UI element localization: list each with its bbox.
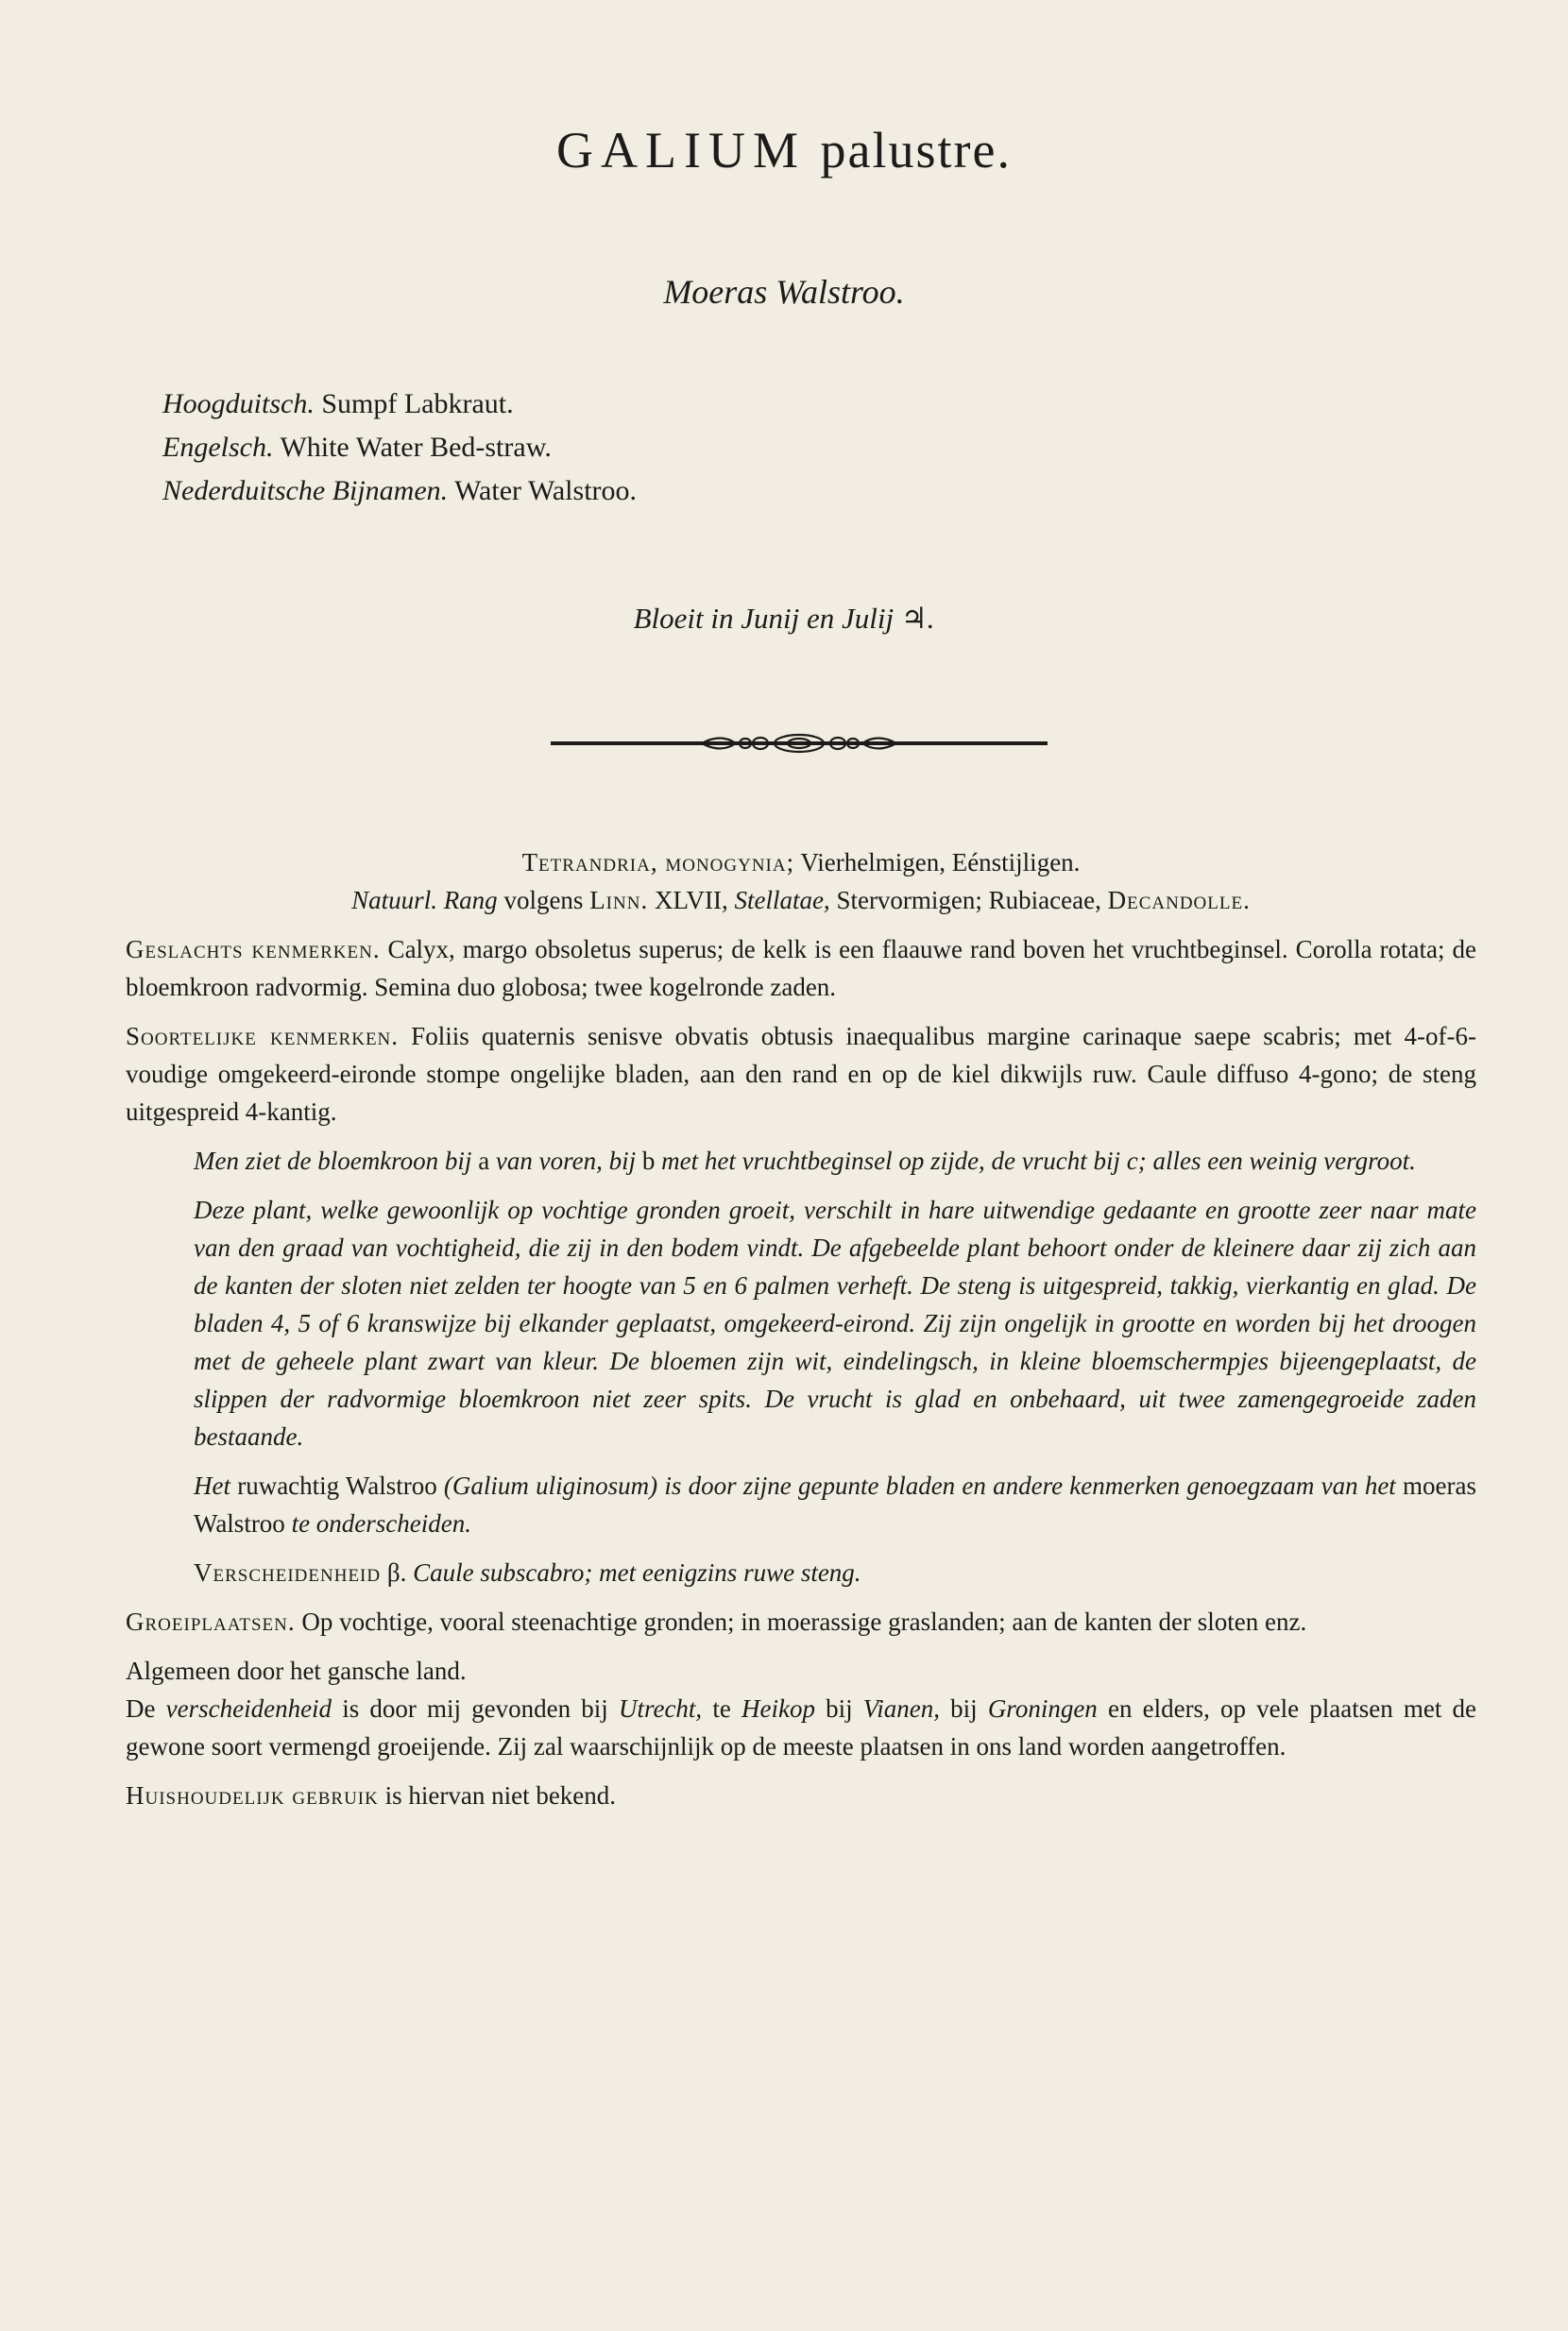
family-latin: Stellatae,: [734, 886, 830, 914]
bloom-period: Bloeit in Junij en Julij ♃.: [633, 602, 935, 635]
text-run: verscheidenheid: [165, 1694, 332, 1723]
genus-characters-text: Calyx, margo obsoletus superus; de kelk is een flaauwe rand boven het vruchtbeginsel. Corolla rotata; de bloemkroon radvormig. Semina duo globosa; twee kogelronde zaden.: [126, 935, 1476, 1001]
name-line: [162, 383, 637, 426]
distribution: Algemeen door het gansche land.: [126, 1657, 467, 1685]
figure-letter: b: [641, 1147, 656, 1175]
household-use: [126, 1777, 1476, 1814]
natural-rank-line: [126, 881, 1476, 919]
place-name: Heikop: [741, 1694, 815, 1723]
variety-beta: β.: [381, 1558, 414, 1587]
locations-note: [126, 1690, 1476, 1765]
linnaean-class-dutch: Vierhelmigen, Eénstijligen.: [794, 848, 1081, 876]
place-name: Utrecht,: [618, 1694, 703, 1723]
habitat: [126, 1603, 1476, 1641]
place-name: Vianen,: [862, 1694, 940, 1723]
title-genus: GALIUM: [556, 122, 807, 179]
figure-letter: a: [478, 1147, 490, 1175]
name-line: [162, 426, 637, 469]
decandolle-abbrev: Decandolle.: [1107, 886, 1251, 914]
linnaeus-abbrev: Linn.: [589, 886, 649, 914]
linnaean-class: Tetrandria, monogynia;: [521, 848, 795, 876]
household-use-text: is hiervan niet bekend.: [378, 1781, 617, 1810]
text-run: De: [126, 1694, 166, 1723]
text-run: van voren, bij: [489, 1147, 642, 1175]
text-run: te: [702, 1694, 741, 1723]
text-run: volgens: [497, 886, 590, 914]
species-characters: [126, 1017, 1476, 1131]
ornament-divider: [551, 729, 1048, 757]
variety-text: Caule subscabro; met eenigzins ruwe steng.: [413, 1558, 861, 1587]
text-run: (Galium uliginosum) is door zijne gepunte bladen en andere kenmerken genoegzaam van het: [443, 1472, 1396, 1500]
name-language: Engelsch.: [162, 432, 274, 463]
name-line: [162, 469, 637, 513]
text-run: en elders, op vele plaatsen met de gewone soort vermengd groeijende. Zij zal waarschijnlijk op de meeste plaatsen in ons land worden aangetroffen.: [126, 1694, 1476, 1761]
household-use-label: Huishoudelijk gebruik: [126, 1781, 379, 1810]
name-language: Hoogduitsch.: [162, 388, 315, 419]
text-run: Stervormigen; Rubiaceae,: [829, 886, 1108, 914]
name-value: Water Walstroo.: [454, 475, 638, 506]
species-characters-label: Soortelijke kenmerken.: [126, 1022, 400, 1050]
common-names: [162, 383, 637, 513]
genus-characters-label: Geslachts kenmerken.: [126, 935, 381, 963]
habitat-label: Groeiplaatsen.: [126, 1608, 296, 1636]
name-value: White Water Bed-straw.: [280, 432, 552, 463]
body-text: [126, 843, 1476, 1814]
text-run: Het: [194, 1472, 230, 1500]
figure-explanation: [126, 1142, 1476, 1180]
natural-rank-label: Natuurl. Rang: [351, 886, 498, 914]
title-species: palustre.: [820, 122, 1012, 179]
variety-line: [126, 1554, 1476, 1591]
text-run: te onderscheiden.: [291, 1509, 471, 1538]
text-run: Men ziet de bloemkroon bij: [194, 1147, 479, 1175]
text-run: moeras Walstroo: [194, 1472, 1476, 1538]
variety-label: Verscheidenheid: [194, 1558, 382, 1587]
text-run: ruwachtig Walstroo: [230, 1472, 444, 1500]
page-title: [0, 121, 1568, 179]
subtitle: Moeras Walstroo.: [663, 273, 905, 311]
text-run: XLVII,: [648, 886, 735, 914]
text-run: is door mij gevonden bij: [332, 1694, 619, 1723]
species-characters-text: Foliis quaternis senisve obvatis obtusis inaequalibus margine carinaque saepe scabris; met 4-of-6-voudige omgekeerd-eironde stompe ongelijke bladen, aan den rand en op de kiel dikwijls ruw. Caule diffuso 4-gono; de steng uitgespreid 4-kantig.: [126, 1022, 1476, 1126]
comparison-note: [126, 1467, 1476, 1542]
habitat-text: Op vochtige, vooral steenachtige gronden; in moerassige graslanden; aan de kanten der sloten enz.: [295, 1608, 1307, 1636]
genus-characters: [126, 930, 1476, 1006]
plant-description: Deze plant, welke gewoonlijk op vochtige gronden groeit, verschilt in hare uitwendige gedaante en grootte zeer naar mate van den graad van vochtigheid, die zij in den bodem vindt. De afgebeelde plant behoort onder de kleinere daar zij zich aan de kanten der sloten niet zelden ter hoogte van 5 en 6 palmen verheft. De steng is uitgespreid, takkig, vierkantig en glad. De bladen 4, 5 of 6 kranswijze bij elkander geplaatst, omgekeerd-eirond. Zij zijn ongelijk in grootte en worden bij het droogen met de geheele plant zwart van kleur. De bloemen zijn wit, eindelingsch, in kleine bloemschermpjes bijeengeplaatst, de slippen der radvormige bloemkroon niet zeer spits. De vrucht is glad en onbehaard, uit twee zamengegroeide zaden bestaande.: [194, 1196, 1476, 1451]
text-run: met het vruchtbeginsel op zijde, de vrucht bij c; alles een weinig vergroot.: [655, 1147, 1416, 1175]
classification-line: [126, 843, 1476, 881]
name-value: Sumpf Labkraut.: [321, 388, 514, 419]
place-name: Groningen: [987, 1694, 1098, 1723]
text-run: bij: [814, 1694, 863, 1723]
name-language: Nederduitsche Bijnamen.: [162, 475, 449, 506]
text-run: bij: [940, 1694, 988, 1723]
